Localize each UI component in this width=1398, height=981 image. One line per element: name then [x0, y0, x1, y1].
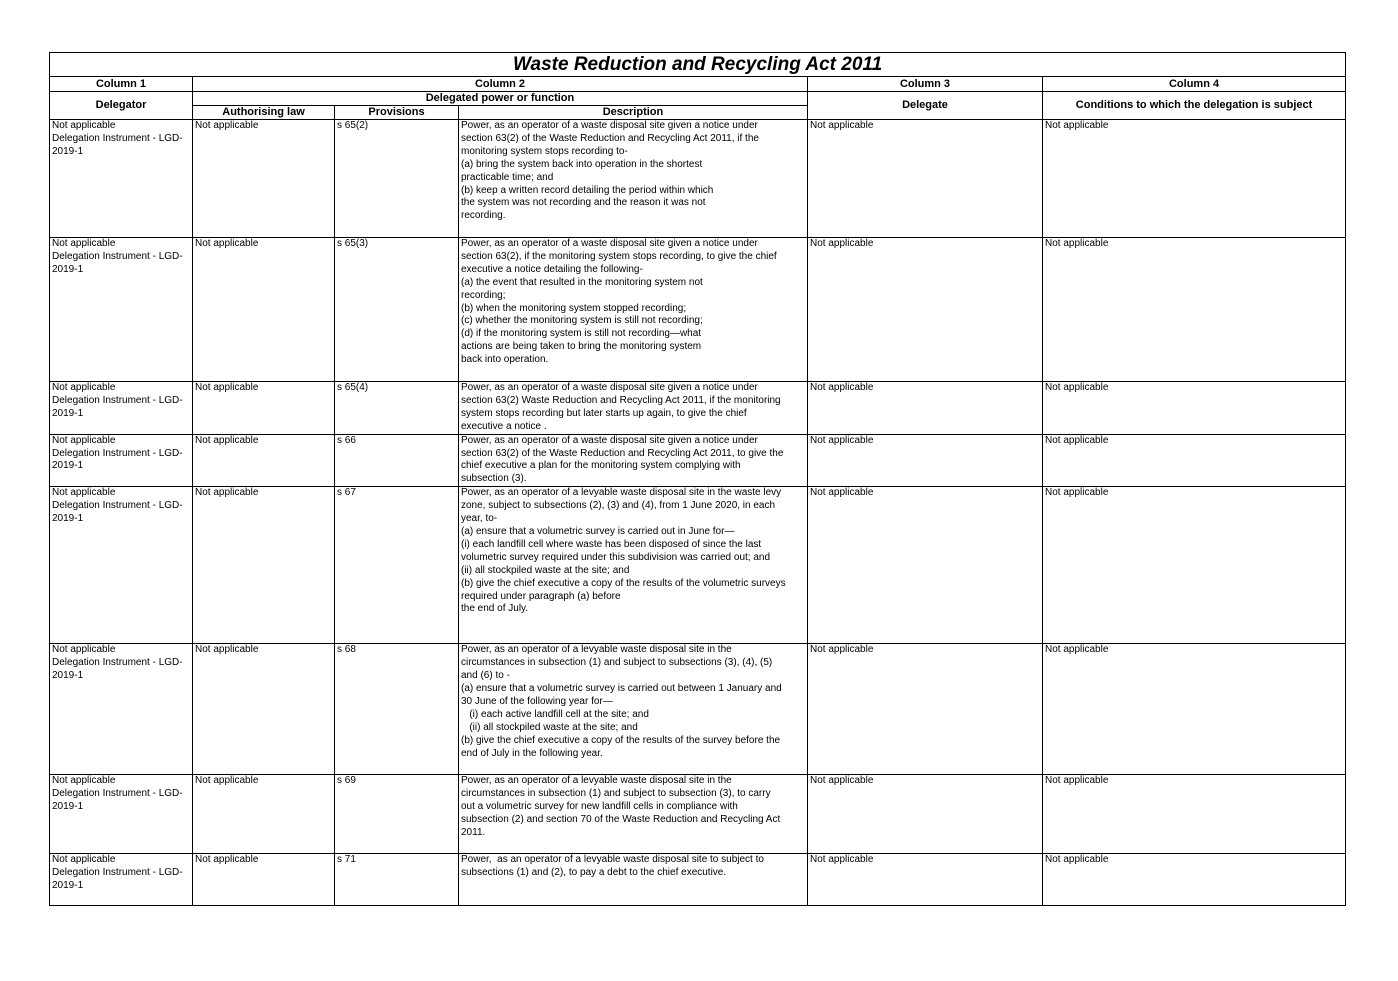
description-header: Description	[459, 106, 808, 120]
delegator-cell: Not applicable Delegation Instrument - LGD- 2019-1	[50, 120, 193, 238]
provision-cell: s 65(4)	[335, 382, 459, 435]
conditions-header: Conditions to which the delegation is subject	[1043, 92, 1346, 120]
description-cell: Power, as an operator of a levyable waste disposal site in the circumstances in subsection (1) and subject to subsection (3), to carry out a volumetric survey for new landfill cells in compliance with subsection (2) and section 70 of the Waste Reduction and Recycling Act 2011.	[459, 775, 808, 854]
delegator-cell: Not applicable Delegation Instrument - LGD- 2019-1	[50, 434, 193, 487]
table-row	[50, 238, 1346, 382]
table-row	[50, 487, 1346, 644]
provision-cell: s 66	[335, 434, 459, 487]
table-row	[50, 434, 1346, 487]
conditions-cell: Not applicable	[1043, 120, 1346, 238]
authorising-law-cell: Not applicable	[193, 382, 335, 435]
delegator-cell: Not applicable Delegation Instrument - LGD- 2019-1	[50, 487, 193, 644]
provisions-header: Provisions	[335, 106, 459, 120]
authorising-law-header: Authorising law	[193, 106, 335, 120]
conditions-cell: Not applicable	[1043, 775, 1346, 854]
delegated-power-header: Delegated power or function	[193, 92, 808, 106]
delegate-cell: Not applicable	[808, 854, 1043, 906]
table-row	[50, 120, 1346, 238]
conditions-cell: Not applicable	[1043, 644, 1346, 775]
description-cell: Power, as an operator of a waste disposal site given a notice under section 63(2) of the Waste Reduction and Recycling Act 2011, if the monitoring system stops recording to- (a) bring the system back into operation in the shortest practicable time; and (b) keep a written record detailing the period within which the system was not recording and the reason it was not recording.	[459, 120, 808, 238]
provision-cell: s 65(2)	[335, 120, 459, 238]
provision-cell: s 69	[335, 775, 459, 854]
authorising-law-cell: Not applicable	[193, 434, 335, 487]
column-3-header: Column 3	[808, 77, 1043, 92]
table-row	[50, 644, 1346, 775]
description-cell: Power, as an operator of a levyable waste disposal site in the circumstances in subsection (1) and subject to subsections (3), (4), (5) and (6) to - (a) ensure that a volumetric survey is carried out between 1 January and 30 June of the following year for— (i) each active landfill cell at the site; and (ii) all stockpiled waste at the site; and (b) give the chief executive a copy of the results of the survey before the end of July in the following year.	[459, 644, 808, 775]
provision-cell: s 71	[335, 854, 459, 906]
authorising-law-cell: Not applicable	[193, 854, 335, 906]
authorising-law-cell: Not applicable	[193, 644, 335, 775]
delegate-cell: Not applicable	[808, 382, 1043, 435]
description-cell: Power, as an operator of a waste disposal site given a notice under section 63(2), if the monitoring system stops recording, to give the chief executive a notice detailing the following- (a) the event that resulted in the monitoring system not recording; (b) when the monitoring system stopped recording; (c) whether the monitoring system is still not recording; (d) if the monitoring system is still not recording—what actions are being taken to bring the monitoring system back into operation.	[459, 238, 808, 382]
delegate-cell: Not applicable	[808, 775, 1043, 854]
column-4-header: Column 4	[1043, 77, 1346, 92]
conditions-cell: Not applicable	[1043, 487, 1346, 644]
table-row	[50, 382, 1346, 435]
delegator-header: Delegator	[50, 92, 193, 120]
delegation-table	[49, 52, 1346, 906]
column-2-header: Column 2	[193, 77, 808, 92]
delegator-cell: Not applicable Delegation Instrument - LGD- 2019-1	[50, 854, 193, 906]
conditions-cell: Not applicable	[1043, 854, 1346, 906]
delegate-cell: Not applicable	[808, 487, 1043, 644]
table-title: Waste Reduction and Recycling Act 2011	[50, 53, 1346, 77]
description-cell: Power, as an operator of a waste disposal site given a notice under section 63(2) Waste Reduction and Recycling Act 2011, if the monitoring system stops recording but later starts up again, to give the chief executive a notice .	[459, 382, 808, 435]
conditions-cell: Not applicable	[1043, 382, 1346, 435]
authorising-law-cell: Not applicable	[193, 120, 335, 238]
delegate-header: Delegate	[808, 92, 1043, 120]
table-row	[50, 854, 1346, 906]
authorising-law-cell: Not applicable	[193, 238, 335, 382]
conditions-cell: Not applicable	[1043, 238, 1346, 382]
table-row	[50, 775, 1346, 854]
delegator-cell: Not applicable Delegation Instrument - LGD- 2019-1	[50, 775, 193, 854]
delegator-cell: Not applicable Delegation Instrument - LGD- 2019-1	[50, 382, 193, 435]
conditions-cell: Not applicable	[1043, 434, 1346, 487]
column-1-header: Column 1	[50, 77, 193, 92]
description-cell: Power, as an operator of a levyable waste disposal site to subject to subsections (1) and (2), to pay a debt to the chief executive.	[459, 854, 808, 906]
provision-cell: s 67	[335, 487, 459, 644]
authorising-law-cell: Not applicable	[193, 775, 335, 854]
delegator-cell: Not applicable Delegation Instrument - LGD- 2019-1	[50, 644, 193, 775]
delegate-cell: Not applicable	[808, 644, 1043, 775]
delegator-cell: Not applicable Delegation Instrument - LGD- 2019-1	[50, 238, 193, 382]
description-cell: Power, as an operator of a levyable waste disposal site in the waste levy zone, subject to subsections (2), (3) and (4), from 1 June 2020, in each year, to- (a) ensure that a volumetric survey is carried out in June for— (i) each landfill cell where waste has been disposed of since the last volumetric survey required under this subdivision was carried out; and (ii) all stockpiled waste at the site; and (b) give the chief executive a copy of the results of the volumetric surveys required under paragraph (a) before the end of July.	[459, 487, 808, 644]
authorising-law-cell: Not applicable	[193, 487, 335, 644]
delegate-cell: Not applicable	[808, 120, 1043, 238]
delegate-cell: Not applicable	[808, 238, 1043, 382]
provision-cell: s 65(3)	[335, 238, 459, 382]
provision-cell: s 68	[335, 644, 459, 775]
description-cell: Power, as an operator of a waste disposal site given a notice under section 63(2) of the Waste Reduction and Recycling Act 2011, to give the chief executive a plan for the monitoring system complying with subsection (3).	[459, 434, 808, 487]
delegate-cell: Not applicable	[808, 434, 1043, 487]
